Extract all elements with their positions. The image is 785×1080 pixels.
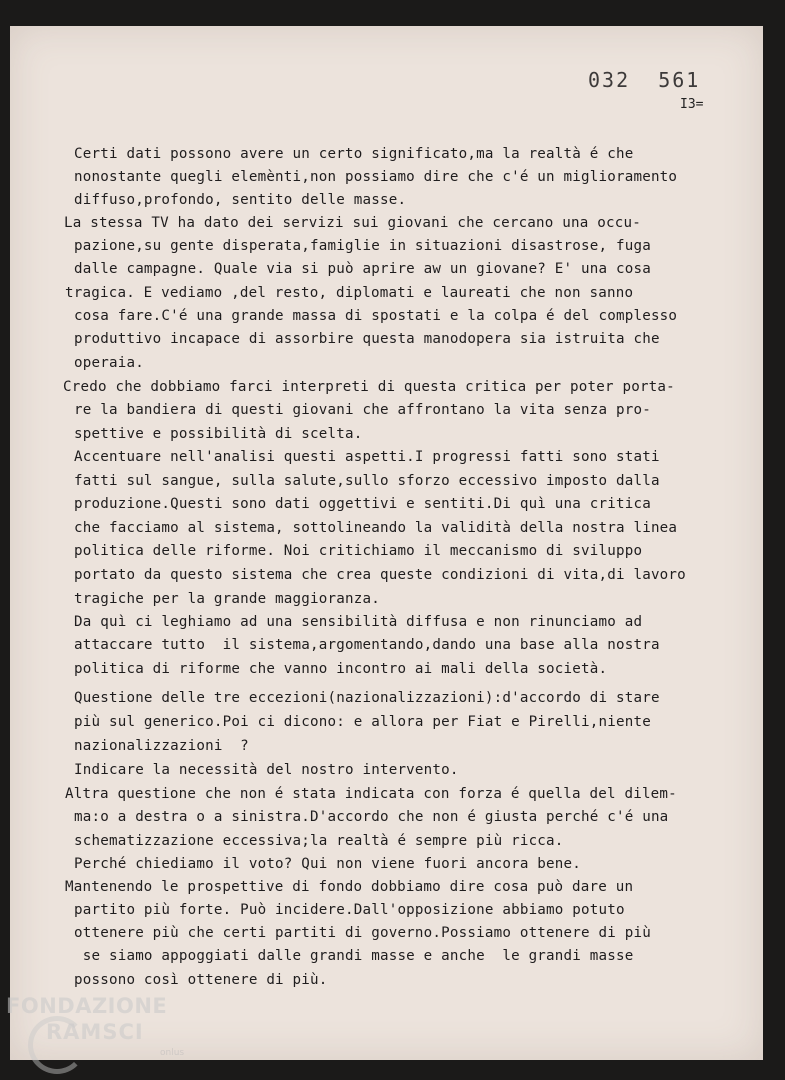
text-line: La stessa TV ha dato dei servizi sui giovani che cercano una occu- bbox=[64, 215, 641, 231]
text-line: dalle campagne. Quale via si può aprire aw un giovane? E' una cosa bbox=[74, 261, 651, 277]
text-line: Questione delle tre eccezioni(nazionalizzazioni):d'accordo di stare bbox=[74, 690, 660, 706]
text-line: produzione.Questi sono dati oggettivi e sentiti.Di quì una critica bbox=[74, 496, 651, 512]
text-line: attaccare tutto il sistema,argomentando,dando una base alla nostra bbox=[74, 637, 660, 653]
text-line: spettive e possibilità di scelta. bbox=[74, 426, 363, 442]
text-line: nonostante quegli elemènti,non possiamo dire che c'é un miglioramento bbox=[74, 169, 678, 185]
text-line: diffuso,profondo, sentito delle masse. bbox=[74, 192, 407, 208]
text-line: portato da questo sistema che crea queste condizioni di vita,di lavoro bbox=[74, 567, 686, 583]
text-line: nazionalizzazioni ? bbox=[74, 738, 249, 754]
text-line: tragica. E vediamo ,del resto, diplomati e laureati che non sanno bbox=[65, 285, 634, 301]
watermark-sub: onlus bbox=[160, 1048, 185, 1058]
text-line: Accentuare nell'analisi questi aspetti.I progressi fatti sono stati bbox=[74, 449, 660, 465]
text-line: se siamo appoggiati dalle grandi masse e anche le grandi masse bbox=[74, 948, 634, 964]
text-line: Credo che dobbiamo farci interpreti di questa critica per poter porta- bbox=[63, 379, 675, 395]
text-line: tragiche per la grande maggioranza. bbox=[74, 591, 380, 607]
text-line: ma:o a destra o a sinistra.D'accordo che non é giusta perché c'é una bbox=[74, 809, 669, 825]
page-number: I3= bbox=[680, 97, 704, 112]
text-line: schematizzazione eccessiva;la realtà é sempre più ricca. bbox=[74, 833, 564, 849]
text-line: produttivo incapace di assorbire questa manodopera sia istruita che bbox=[74, 331, 660, 347]
text-line: Mantenendo le prospettive di fondo dobbiamo dire cosa può dare un bbox=[65, 879, 634, 895]
text-line: che facciamo al sistema, sottolineando la validità della nostra linea bbox=[74, 520, 678, 536]
text-line: partito più forte. Può incidere.Dall'opposizione abbiamo potuto bbox=[74, 902, 625, 918]
fondazione-gramsci-watermark bbox=[0, 990, 200, 1070]
text-line: Da quì ci leghiamo ad una sensibilità diffusa e non rinunciamo ad bbox=[74, 614, 643, 630]
archive-number: 032 561 bbox=[588, 68, 701, 92]
text-line: operaia. bbox=[74, 355, 144, 371]
text-line: più sul generico.Poi ci dicono: e allora per Fiat e Pirelli,niente bbox=[74, 714, 651, 730]
text-line: Certi dati possono avere un certo significato,ma la realtà é che bbox=[74, 146, 634, 162]
text-line: possono così ottenere di più. bbox=[74, 972, 328, 988]
text-line: Perché chiediamo il voto? Qui non viene fuori ancora bene. bbox=[74, 856, 582, 872]
watermark-line1: FONDAZIONE bbox=[6, 994, 168, 1018]
text-line: politica di riforme che vanno incontro ai mali della società. bbox=[74, 661, 608, 677]
text-line: ottenere più che certi partiti di governo.Possiamo ottenere di più bbox=[74, 925, 651, 941]
text-line: Altra questione che non é stata indicata con forza é quella del dilem- bbox=[65, 786, 677, 802]
watermark-line2: RAMSCI bbox=[46, 1020, 144, 1044]
text-line: cosa fare.C'é una grande massa di spostati e la colpa é del complesso bbox=[74, 308, 678, 324]
text-line: re la bandiera di questi giovani che affrontano la vita senza pro- bbox=[74, 402, 651, 418]
text-line: Indicare la necessità del nostro intervento. bbox=[74, 762, 459, 778]
text-line: politica delle riforme. Noi critichiamo il meccanismo di sviluppo bbox=[74, 543, 643, 559]
text-line: pazione,su gente disperata,famiglie in situazioni disastrose, fuga bbox=[74, 238, 651, 254]
text-line: fatti sul sangue, sulla salute,sullo sforzo eccessivo imposto dalla bbox=[74, 473, 660, 489]
